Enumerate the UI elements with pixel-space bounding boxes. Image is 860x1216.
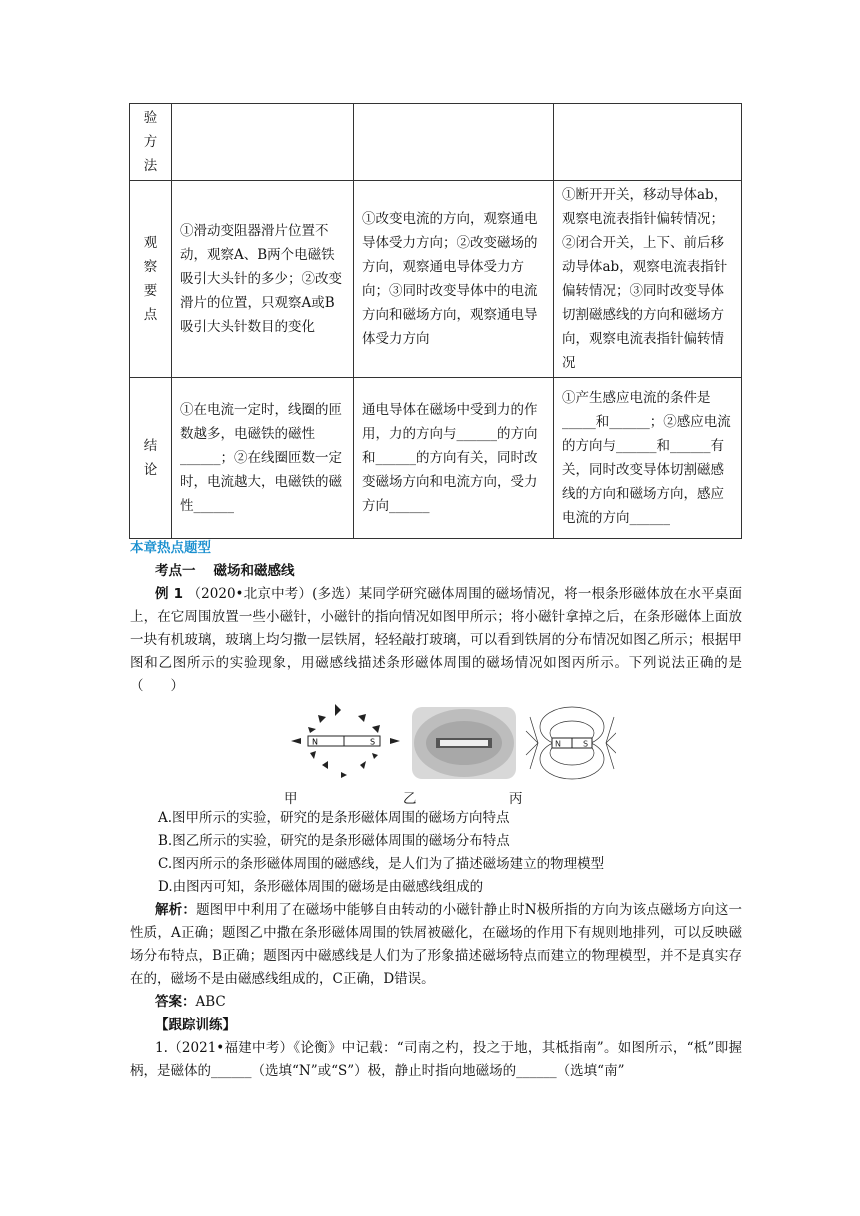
question-1: 1.（2021•福建中考）《论衡》中记载：“司南之杓，投之于地，其柢指南”。如图所示，“柢”即握柄，是磁体的______（选填“N”或“S”）极，静止时指向地磁场的______（选填“南”	[130, 1040, 742, 1079]
table-row	[130, 104, 742, 181]
comparison-table	[129, 103, 742, 539]
table-cell	[354, 104, 554, 181]
example-paragraph: 例 1 （2020•北京中考）(多选）某同学研究磁体周围的磁场情况，将一根条形磁体放在水平桌面上，在它周围放置一些小磁针，小磁针的指向情况如图甲所示；将小磁针拿掉之后，在条形磁体上面放一块有机玻璃，玻璃上均匀撒一层铁屑，轻轻敲打玻璃，可以看到铁屑的分布情况如图乙所示；根据甲图和乙图所示的实验现象，用磁感线描述条形磁体周围的磁场情况如图丙所示。下列说法正确的是（ ）	[130, 586, 742, 694]
row-label: 验 方 法	[130, 104, 172, 181]
analysis-paragraph: 解析：题图甲中利用了在磁场中能够自由转动的小磁针静止时N极所指的方向为该点磁场方向这一性质，A正确；题图乙中撒在条形磁体周围的铁屑被磁化，在磁场的作用下有规则地排列，可以反映磁场分布特点，B正确；题图丙中磁感线是人们为了形象描述磁场特点而建立的物理模型，并不是真实存在的，磁场不是由磁感线组成的，C正确，D错误。	[130, 902, 743, 987]
tracking-heading: 【跟踪训练】	[155, 1017, 236, 1033]
caption-bing: 丙	[509, 791, 523, 807]
magnet-figures	[286, 703, 616, 783]
magnet-n-label: N	[555, 739, 561, 749]
option-d: D.由图丙可知，条形磁体周围的磁场是由磁感线组成的	[158, 879, 484, 895]
option-a: A.图甲所示的实验，研究的是条形磁体周围的磁场方向特点	[158, 810, 510, 826]
table-row	[130, 378, 742, 539]
answer-line	[130, 991, 742, 1014]
table-cell: ①产生感应电流的条件是_____和______；②感应电流的方向与______和______有关，同时改变导体切割磁感线的方向和磁场方向，感应电流的方向______	[554, 378, 742, 539]
kaodian-heading: 考点一 磁场和磁感线	[155, 563, 295, 579]
option-c: C.图丙所示的条形磁体周围的磁感线，是人们为了描述磁场建立的物理模型	[158, 856, 605, 872]
answer-value: ABC	[195, 994, 226, 1010]
answer-label: 答案：	[155, 994, 196, 1010]
example-label: 例 1	[155, 586, 183, 602]
table-cell: ①改变电流的方向，观察通电导体受力方向；②改变磁场的方向，观察通电导体受力方向；③同时改变导体中的电流方向和磁场方向，观察通电导体受力方向	[354, 181, 554, 378]
row-label: 观 察 要 点	[130, 181, 172, 378]
table-cell: 通电导体在磁场中受到力的作用，力的方向与______的方向和______的方向有关，同时改变磁场方向和电流方向，受力方向______	[354, 378, 554, 539]
caption-yi: 乙	[403, 791, 417, 807]
table-cell	[554, 104, 742, 181]
magnet-n-label: N	[312, 737, 318, 747]
option-b: B.图乙所示的实验，研究的是条形磁体周围的磁场分布特点	[158, 833, 510, 849]
figure-bing-field-lines	[526, 707, 616, 779]
figure-jia-compass	[291, 704, 400, 778]
table-cell: ①断开开关，移动导体ab，观察电流表指针偏转情况；②闭合开关，上下、前后移动导体ab，观察电流表指针偏转情况；③同时改变导体切割磁感线的方向和磁场方向，观察电流表指针偏转情况	[554, 181, 742, 378]
section-title: 本章热点题型	[130, 540, 211, 556]
magnet-s-label: S	[370, 737, 376, 747]
analysis-label: 解析：	[155, 902, 197, 918]
row-label: 结 论	[130, 378, 172, 539]
caption-jia: 甲	[284, 791, 298, 807]
table-cell: ①滑动变阻器滑片位置不动，观察A、B两个电磁铁吸引大头针的多少；②改变滑片的位置，只观察A或B吸引大头针数目的变化	[172, 181, 354, 378]
figure-yi-iron-filings	[412, 707, 516, 779]
magnet-s-label: S	[583, 739, 589, 749]
table-cell: ①在电流一定时，线圈的匝数越多，电磁铁的磁性______；②在线圈匝数一定时，电流越大，电磁铁的磁性______	[172, 378, 354, 539]
table-row	[130, 181, 742, 378]
table-cell	[172, 104, 354, 181]
